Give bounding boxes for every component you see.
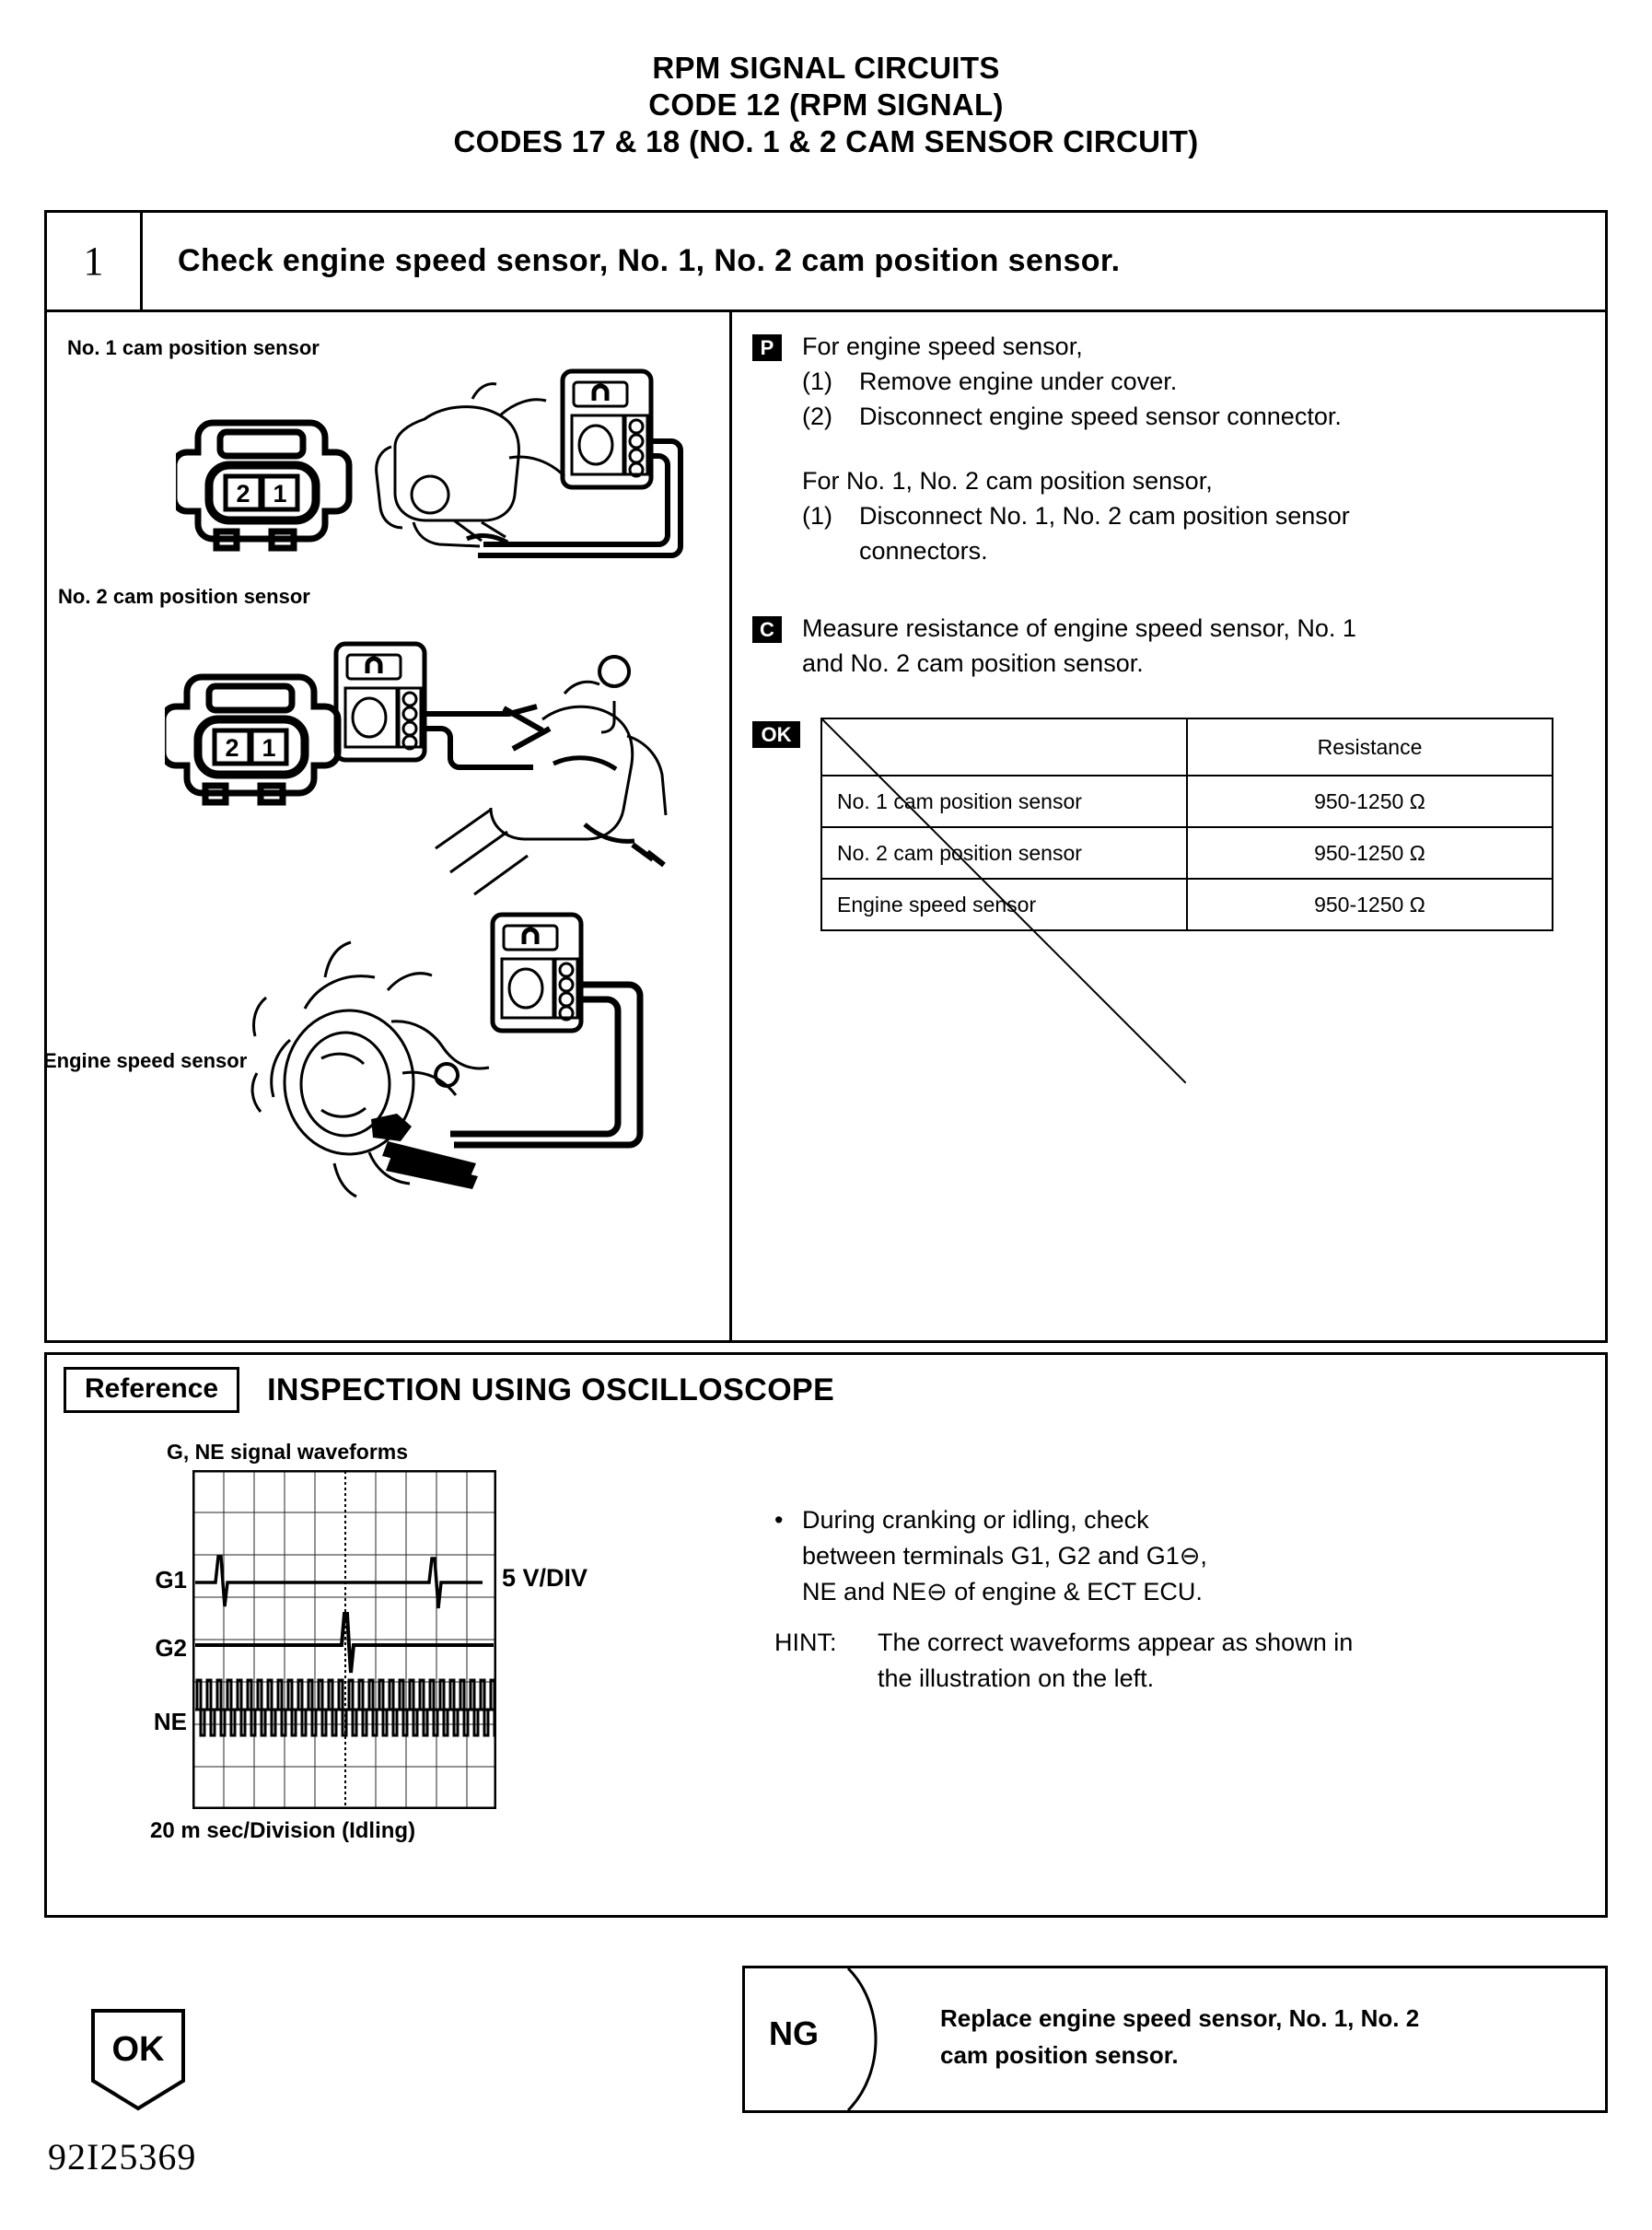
oscilloscope-screen <box>192 1470 496 1809</box>
ng-line-2: cam position sensor. <box>940 2041 1179 2069</box>
hint-line-1: The correct waveforms appear as shown in <box>878 1629 1354 1656</box>
connector-pin-1-label: 1 <box>262 734 276 762</box>
hint-text <box>878 1625 1353 1697</box>
check-line-1: Measure resistance of engine speed sensor, No. 1 <box>802 614 1356 642</box>
scope-row <box>139 1470 588 1809</box>
engine-speed-sensor-illustration <box>250 902 673 1206</box>
table-header-row <box>821 718 1553 776</box>
ng-outcome-box <box>742 1966 1608 2113</box>
table-header-blank-cell <box>821 718 1187 776</box>
illustration-column <box>43 312 732 1340</box>
prepare-item-1-number: (1) <box>802 368 832 395</box>
reference-hint <box>774 1625 1585 1697</box>
engine-meter-illustration-1 <box>371 358 721 598</box>
connector-pin-1-label: 1 <box>273 480 287 508</box>
trace-label-g2: G2 <box>155 1634 187 1662</box>
prepare-item-3-cont-text: connectors. <box>859 537 988 565</box>
procedure-ok-row <box>752 716 1588 931</box>
engine-meter-illustration-2 <box>323 635 728 911</box>
reference-title: INSPECTION USING OSCILLOSCOPE <box>267 1372 835 1407</box>
prepare-item-1 <box>802 364 1350 399</box>
illustration-label-no2-cam-sensor: No. 2 cam position sensor <box>58 585 310 608</box>
volts-per-div-label: 5 V/DIV <box>502 1564 588 1592</box>
scope-caption-top: G, NE signal waveforms <box>167 1440 409 1464</box>
connector-illustration-no1 <box>176 397 360 563</box>
ok-outcome-label: OK <box>111 2030 165 2069</box>
prepare-badge: P <box>752 334 782 361</box>
reference-chip: Reference <box>64 1367 239 1413</box>
title-line-3: CODES 17 & 18 (NO. 1 & 2 CAM SENSOR CIRCUIT) <box>453 124 1199 158</box>
table-cell-item: Engine speed sensor <box>821 879 1187 930</box>
ok-outcome-badge <box>90 2008 186 2111</box>
scope-trace-labels <box>139 1470 192 1809</box>
title-line-1: RPM SIGNAL CIRCUITS <box>652 51 1000 85</box>
prepare-heading-1: For engine speed sensor, <box>802 333 1083 360</box>
reference-header <box>47 1355 1605 1425</box>
bullet-line-1: During cranking or idling, check <box>802 1506 1149 1534</box>
table-header-resistance: Resistance <box>1187 718 1553 776</box>
spacer <box>752 568 1588 611</box>
connector-illustration-no2 <box>165 651 349 817</box>
prepare-item-2-number: (2) <box>802 403 832 430</box>
bullet-line-2: between terminals G1, G2 and G1⊖, <box>802 1542 1207 1570</box>
spacer <box>752 681 1588 716</box>
scope-caption-bottom: 20 m sec/Division (Idling) <box>150 1818 416 1843</box>
resistance-table <box>820 718 1553 931</box>
prepare-item-3-number: (1) <box>802 502 832 530</box>
ng-line-1: Replace engine speed sensor, No. 1, No. 2 <box>940 2004 1420 2032</box>
hint-line-2: the illustration on the left. <box>878 1664 1155 1692</box>
ng-outcome-text <box>940 2000 1588 2073</box>
oscilloscope-block <box>139 1440 588 1844</box>
reference-bullet-text <box>802 1502 1207 1610</box>
prepare-heading-2: For No. 1, No. 2 cam position sensor, <box>802 467 1213 495</box>
procedure-prepare-row <box>752 329 1588 568</box>
check-line-2: and No. 2 cam position sensor. <box>802 649 1144 677</box>
connector-pin-2-label: 2 <box>236 480 250 508</box>
table-cell-resistance: 950-1250 Ω <box>1187 879 1553 930</box>
illustration-label-engine-speed-sensor: Engine speed sensor <box>43 1049 248 1072</box>
table-cell-item: No. 1 cam position sensor <box>821 776 1187 827</box>
step-heading: Check engine speed sensor, No. 1, No. 2 cam position sensor. <box>178 243 1121 278</box>
spacer <box>802 434 1350 463</box>
resistance-table-wrapper <box>820 718 1553 931</box>
page-number: 92I25369 <box>48 2136 197 2177</box>
reference-bullet-item <box>774 1502 1585 1610</box>
hint-label: HINT: <box>774 1629 837 1656</box>
table-cell-resistance: 950-1250 Ω <box>1187 827 1553 879</box>
check-text <box>802 611 1356 681</box>
step-number: 1 <box>47 213 143 309</box>
reference-frame <box>44 1352 1608 1918</box>
title-line-2: CODE 12 (RPM SIGNAL) <box>648 88 1004 122</box>
ng-divider-curve-icon <box>844 1968 909 2110</box>
illustration-label-no1-cam-sensor: No. 1 cam position sensor <box>67 336 320 359</box>
step-header-row <box>47 213 1605 312</box>
prepare-item-3 <box>802 498 1350 533</box>
prepare-item-3-cont <box>802 533 1350 568</box>
prepare-item-2-text: Disconnect engine speed sensor connector. <box>859 403 1342 430</box>
ng-outcome-label: NG <box>769 2014 819 2052</box>
prepare-item-3-text: Disconnect No. 1, No. 2 cam position sensor <box>859 502 1350 530</box>
table-cell-resistance: 950-1250 Ω <box>1187 776 1553 827</box>
prepare-item-1-text: Remove engine under cover. <box>859 368 1178 395</box>
prepare-item-3-cont-number <box>802 533 859 568</box>
trace-label-ne: NE <box>153 1708 187 1735</box>
procedure-column <box>732 312 1605 1340</box>
connector-pin-2-label: 2 <box>225 734 239 762</box>
reference-text-block <box>774 1502 1585 1697</box>
bullet-line-3: NE and NE⊖ of engine & ECT ECU. <box>802 1578 1203 1605</box>
ok-badge: OK <box>752 721 800 748</box>
procedure-check-row <box>752 611 1588 681</box>
page-title <box>0 50 1652 160</box>
table-cell-item: No. 2 cam position sensor <box>821 827 1187 879</box>
prepare-text <box>802 329 1350 568</box>
bullet-dot-icon: • <box>774 1506 784 1534</box>
step-body <box>43 312 1605 1340</box>
step-1-frame <box>44 210 1608 1343</box>
check-badge: C <box>752 616 782 643</box>
diagonal-divider-icon <box>822 719 1186 1083</box>
prepare-item-2 <box>802 399 1350 434</box>
trace-label-g1: G1 <box>155 1566 187 1594</box>
